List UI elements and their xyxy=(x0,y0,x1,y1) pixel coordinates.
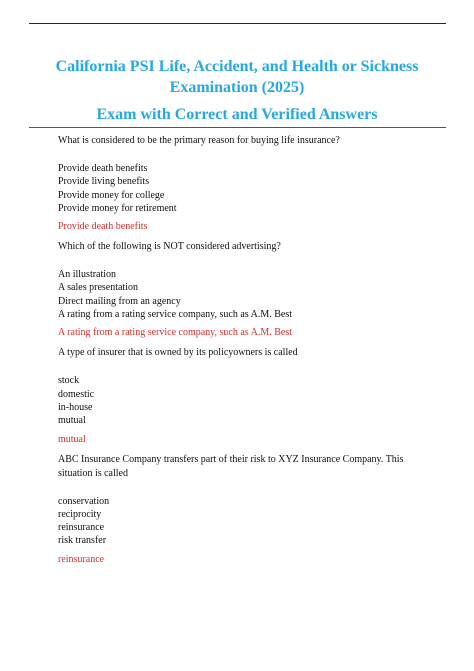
answer-option: reciprocity xyxy=(58,508,102,520)
correct-answer: Provide death benefits xyxy=(58,221,148,233)
answer-option: domestic xyxy=(58,388,95,400)
question-text: A type of insurer that is owned by its policyowners is called xyxy=(58,347,298,359)
answer-option: stock xyxy=(58,375,80,387)
answer-option: Provide death benefits xyxy=(58,163,148,174)
correct-answer: A rating from a rating service company, such as A.M. Best xyxy=(58,327,293,339)
document-title: California PSI Life, Accident, and Health or Sickness Examination (2025) xyxy=(55,58,419,96)
answer-option: Direct mailing from an agency xyxy=(58,295,181,307)
question-text: What is considered to be the primary reason for buying life insurance? xyxy=(58,135,340,146)
qa-list xyxy=(58,132,443,567)
answer-option: risk transfer xyxy=(58,535,107,547)
answer-option: A sales presentation xyxy=(58,282,138,294)
header-divider xyxy=(29,127,446,128)
answer-option: mutual xyxy=(58,415,86,427)
qa-item xyxy=(58,240,443,346)
answer-option: Provide money for college xyxy=(58,189,165,201)
document-subtitle: Exam with Correct and Verified Answers xyxy=(96,106,378,123)
qa-item xyxy=(58,346,443,452)
correct-answer: reinsurance xyxy=(58,553,105,565)
answer-option: conservation xyxy=(58,495,110,507)
top-rule xyxy=(29,23,446,24)
answer-option: in-house xyxy=(58,401,93,413)
answer-option: Provide money for retirement xyxy=(58,202,177,214)
answer-option: An illustration xyxy=(58,269,117,281)
answer-option: A rating from a rating service company, such as A.M. Best xyxy=(58,309,293,321)
qa-item xyxy=(58,453,443,567)
qa-item xyxy=(58,134,443,240)
answer-option: reinsurance xyxy=(58,522,105,534)
question-text: Which of the following is NOT considered advertising? xyxy=(58,241,281,253)
answer-option: Provide living benefits xyxy=(58,176,150,188)
correct-answer: mutual xyxy=(58,433,86,445)
question-text: ABC Insurance Company transfers part of their risk to XYZ Insurance Company. This situation is called xyxy=(58,453,404,479)
